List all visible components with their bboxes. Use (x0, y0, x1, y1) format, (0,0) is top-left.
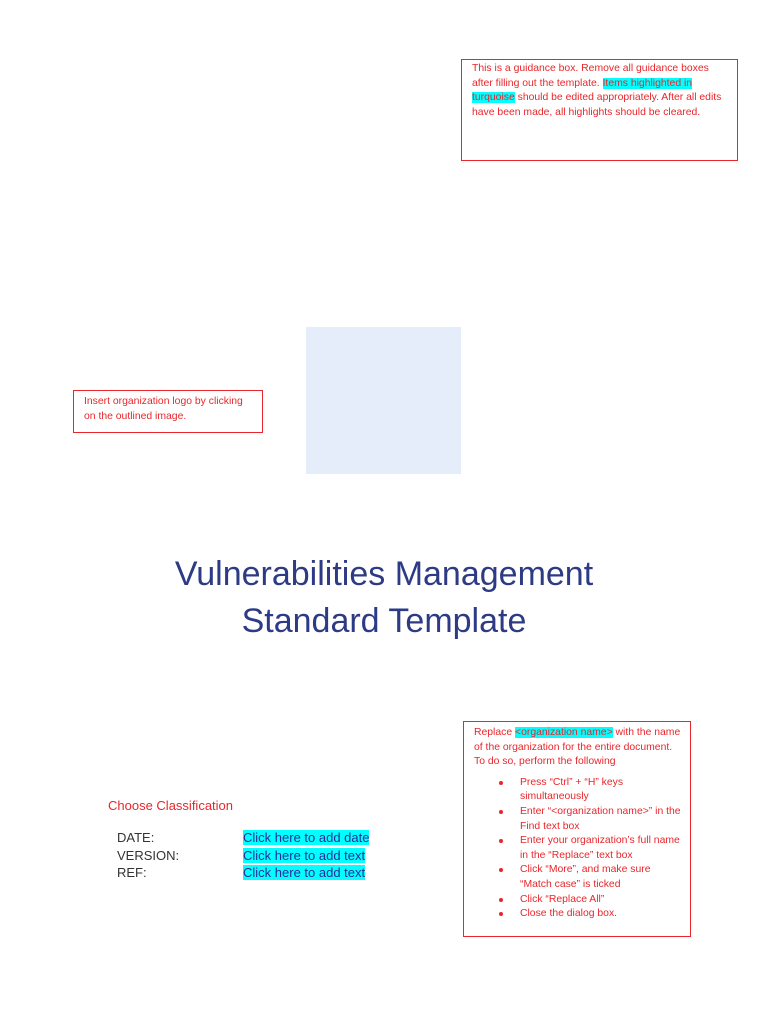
guidance-text-before: This is a guidance box. Remove all guidance boxes after filling out the template. (472, 63, 709, 89)
replace-guidance-intro (474, 726, 682, 770)
replace-step: Enter your organization’s full name in the “Replace” text box (520, 834, 682, 863)
replace-guidance-box (463, 721, 691, 937)
version-row (117, 847, 365, 864)
logo-guidance-text: Insert organization logo by clicking on the outlined image. (84, 396, 243, 422)
date-label: DATE: (117, 830, 155, 845)
guidance-text-after: should be edited appropriately. After all edits have been made, all highlights should be cleared. (472, 92, 722, 118)
title-line-2: Standard Template (241, 602, 527, 640)
logo-guidance-box (73, 390, 263, 433)
ref-label: REF: (117, 865, 147, 880)
document-title (0, 551, 768, 645)
replace-highlight: <organization name> (515, 727, 613, 738)
version-field[interactable]: Click here to add text (243, 848, 366, 863)
replace-step: Press “Ctrl” + “H” keys simultaneously (520, 776, 682, 805)
guidance-highlight: Items highlighted in turquoise (472, 77, 693, 104)
ref-field[interactable]: Click here to add text (243, 865, 366, 880)
replace-step: Enter “<organization name>” in the Find text box (520, 805, 682, 834)
logo-placeholder-image[interactable] (306, 327, 461, 474)
replace-steps-list (474, 776, 682, 922)
version-label: VERSION: (117, 848, 180, 863)
date-field[interactable]: Click here to add date (243, 830, 370, 845)
guidance-box (461, 59, 738, 161)
title-line-1: Vulnerabilities Management (174, 555, 594, 593)
replace-text-before: Replace (474, 727, 516, 738)
ref-row (117, 864, 365, 881)
replace-step: Click “Replace All” (520, 893, 682, 908)
replace-step: Click “More”, and make sure “Match case” is ticked (520, 863, 682, 892)
replace-step: Close the dialog box. (520, 907, 682, 922)
date-row (117, 829, 369, 846)
classification-dropdown[interactable]: Choose Classification (108, 798, 234, 813)
replace-text-after: with the name of the organization for the entire document. To do so, perform the following (474, 727, 681, 768)
